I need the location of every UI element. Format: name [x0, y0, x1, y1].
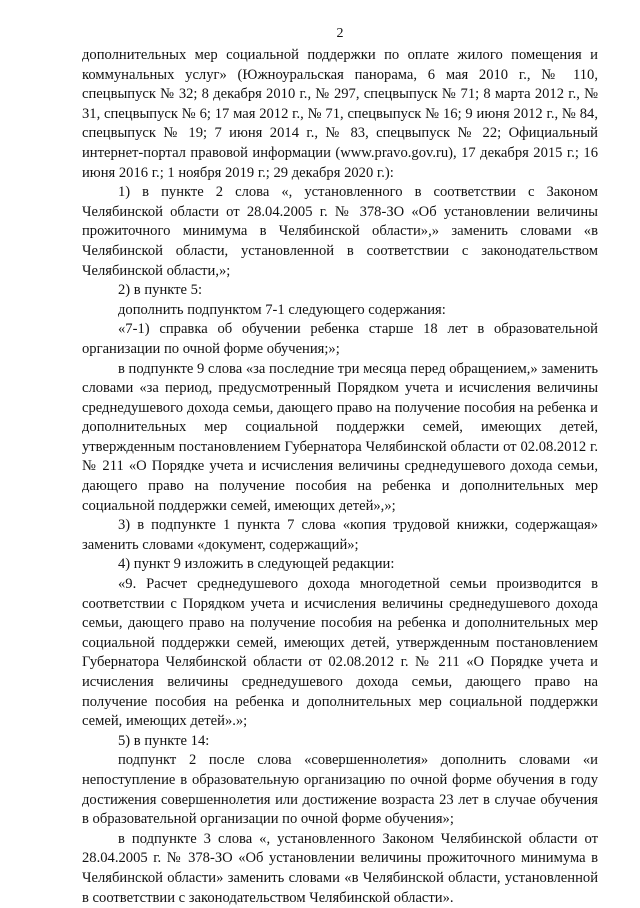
document-body [82, 46, 598, 908]
page-number: 2 [336, 26, 344, 41]
paragraph-item-2: 2) в пункте 5: [118, 282, 203, 299]
paragraph-add-subpoint: дополнить подпунктом 7-1 следующего содержания: [118, 301, 446, 318]
paragraph-item-4: 4) пункт 9 изложить в следующей редакции: [118, 556, 395, 573]
paragraph-point-9-text: «9. Расчет среднедушевого дохода многодетной семьи производится в соответствии с Порядком учета и исчисления величины среднедушевого дохода семьи, дающего право на получение пособия на ребенка и дополнительных мер социальной поддержки семей, имеющих детей, утвержденным постановлением Губернатора Челябинской области от 02.08.2012 г. № 211 «О Порядке учета и исчисления величины среднедушевого дохода семьи, дающего право на получение пособия на ребенка и дополнительных мер социальной поддержки семей, имеющих детей».»; [82, 576, 598, 730]
paragraph-subpoint-2: подпункт 2 после слова «совершеннолетия» дополнить словами «и непоступление в образовательную организацию по очной форме обучения в году достижения совершеннолетия или достижение возраста 23 лет в случае обучения в образовательной организации по очной форме обучения»; [82, 752, 598, 828]
paragraph-subpoint-7-1: «7-1) справка об обучении ребенка старше 18 лет в образовательной организации по очной форме обучения;»; [82, 321, 598, 357]
paragraph-item-1: 1) в пункте 2 слова «, установленного в соответствии с Законом Челябинской области от 28.04.2005 г. № 378-ЗО «Об установлении величины прожиточного минимума в Челябинской области»,» заменить словами «в Челябинской области, установленной в соответствии с законодательством Челябинской области,»; [82, 184, 598, 279]
paragraph-item-5: 5) в пункте 14: [118, 732, 210, 749]
paragraph-sources: дополнительных мер социальной поддержки по оплате жилого помещения и коммунальных услуг» (Южноуральская панорама, 6 мая 2010 г., № 110, спецвыпуск № 32; 8 декабря 2010 г., № 297, спецвыпуск № 71; 8 марта 2012 г., № 31, спецвыпуск № 6; 17 мая 2012 г., № 71, спецвыпуск № 16; 9 июня 2012 г., № 84, спецвыпуск № 19; 7 июня 2014 г., № 83, спецвыпуск № 22; Официальный интернет-портал правовой информации (www.pravo.gov.ru), 17 декабря 2015 г.; 16 июня 2016 г.; 1 ноября 2019 г.; 29 декабря 2020 г.): [82, 47, 598, 181]
paragraph-subpoint-9: в подпункте 9 слова «за последние три месяца перед обращением,» заменить словами «за период, предусмотренный Порядком учета и исчисления величины среднедушевого дохода семьи, дающего право на получение пособия на ребенка и дополнительных мер социальной поддержки семей, имеющих детей, утвержденным постановлением Губернатора Челябинской области от 02.08.2012 г. № 211 «О Порядке учета и исчисления величины среднедушевого дохода семьи, дающего право на получение пособия на ребенка и дополнительных мер социальной поддержки семей, имеющих детей»,»; [82, 360, 598, 514]
paragraph-item-3: 3) в подпункте 1 пункта 7 слова «копия трудовой книжки, содержащая» заменить словами «документ, содержащий»; [82, 517, 598, 553]
paragraph-subpoint-3: в подпункте 3 слова «, установленного Законом Челябинской области от 28.04.2005 г. № 378-ЗО «Об установлении величины прожиточного минимума в Челябинской области» заменить словами «в Челябинской области, установленной в соответствии с законодательством Челябинской области». [82, 830, 598, 906]
